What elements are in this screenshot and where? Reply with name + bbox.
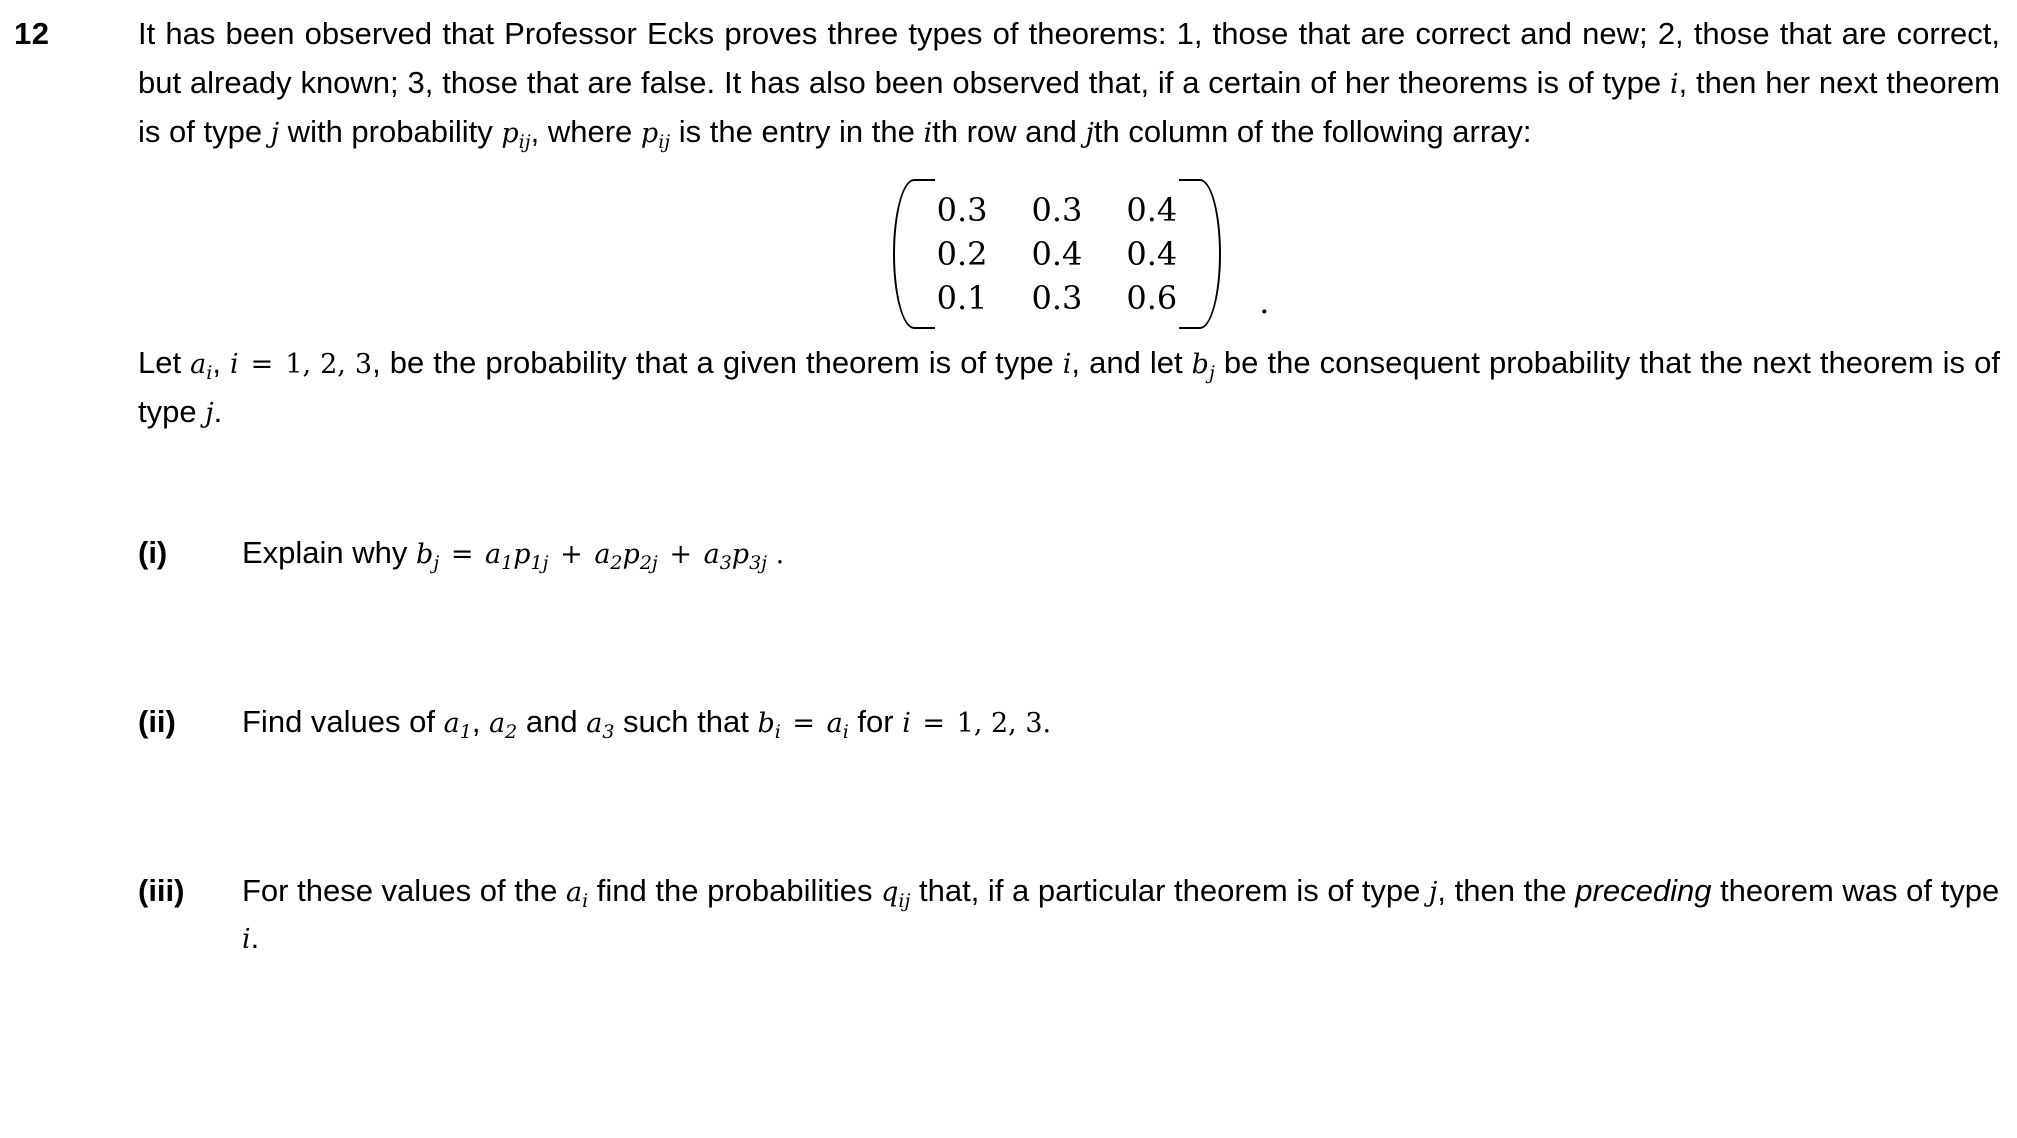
def-text-4: , and let (1071, 344, 1192, 380)
intro-text-7: th column of the following array: (1093, 113, 1532, 149)
symbol-i-2: i (923, 117, 933, 149)
matrix-row (915, 188, 1200, 232)
symbol-p-2-sub: ij (658, 131, 671, 154)
symbol-equals-1: = (241, 348, 283, 380)
matrix-row (915, 232, 1200, 276)
def-text-5: be the consequent probability that the next theorem is of type (138, 344, 2000, 429)
matrix-cell: 0.4 (1031, 234, 1083, 273)
def-text-2: , (212, 344, 231, 380)
symbol-a3-ii: a (586, 707, 603, 739)
symbol-a-i: a (826, 707, 843, 739)
symbol-p-2: p (640, 117, 659, 149)
def-text-1: Let (138, 344, 191, 380)
symbol-a-iii: a (565, 877, 583, 909)
symbol-p2j-sub: 2j (639, 551, 658, 574)
part-iii (138, 867, 2000, 961)
symbol-a1-ii: a (443, 707, 460, 739)
spacer (138, 437, 2000, 529)
part-ii-end: . (1042, 707, 1052, 739)
symbol-equals-4: = (913, 707, 954, 739)
symbol-equals-3: = (783, 707, 824, 739)
symbol-i-5: i (902, 707, 911, 739)
symbol-a3-ii-sub: 3 (602, 721, 615, 744)
definition-paragraph (138, 339, 2000, 437)
part-ii-label: (ii) (138, 703, 176, 739)
matrix-cell: 0.6 (1126, 278, 1178, 317)
symbol-a: a (190, 348, 207, 380)
emphasis-preceding: preceding (1575, 873, 1712, 909)
spacer (138, 837, 2000, 867)
matrix-right-paren (1199, 179, 1225, 329)
part-ii-for: for (848, 703, 903, 739)
symbol-b-i-sub: i (774, 721, 781, 744)
symbol-i-3: i (230, 348, 239, 380)
part-ii-comma: , (471, 703, 490, 739)
intro-text-2: , then her next theorem is of type (138, 64, 2000, 149)
symbol-i-6: i (242, 924, 251, 956)
part-iii-text (242, 867, 2000, 961)
symbol-b-sub: j (1208, 361, 1215, 384)
part-iii-mid-1: find the probabilities (588, 873, 882, 909)
symbol-q: q (881, 877, 899, 909)
part-i-label: (i) (138, 534, 168, 570)
part-i-text (242, 529, 2000, 576)
symbol-a2: a (594, 538, 611, 570)
symbol-b-j-sub: j (433, 551, 440, 574)
part-i-lead: Explain why (242, 534, 417, 570)
intro-text-5: is the entry in the (670, 113, 924, 149)
symbol-plus-1: + (551, 538, 592, 570)
part-iii-mid-2: that, if a particular theorem is of type (910, 873, 1430, 909)
matrix-cell: 0.2 (936, 234, 988, 273)
spacer (138, 745, 2000, 837)
spacer (138, 668, 2000, 698)
symbol-p3j-sub: 3j (749, 551, 768, 574)
index-values-1: 1, 2, 3 (285, 348, 373, 380)
symbol-a2-ii-sub: 2 (505, 721, 518, 744)
symbol-p1j-sub: 1j (530, 551, 549, 574)
matrix-row (915, 276, 1200, 320)
symbol-a-iii-sub: i (582, 890, 589, 913)
matrix-cell: 0.3 (1031, 278, 1083, 317)
part-iii-mid-4: theorem was of type (1711, 873, 2000, 909)
matrix-inner (889, 179, 1270, 329)
part-ii-text (242, 698, 2000, 745)
symbol-p1j: p (513, 538, 531, 570)
symbol-a1-sub: 1 (501, 551, 514, 574)
symbol-j-4: j (1429, 877, 1438, 909)
symbol-q-sub: ij (898, 890, 911, 913)
symbol-a3-sub: 3 (719, 551, 732, 574)
index-values-2: 1, 2, 3 (956, 707, 1043, 739)
symbol-a2-sub: 2 (610, 551, 623, 574)
part-ii (138, 698, 2000, 745)
symbol-b-j: b (416, 538, 434, 570)
def-text-3: , be the probability that a given theorem is of type (372, 344, 1063, 380)
matrix-cell: 0.3 (936, 190, 988, 229)
question-intro-paragraph (138, 10, 2000, 157)
part-iii-mid-3: , then the (1437, 873, 1576, 909)
symbol-p-1: p (501, 117, 519, 149)
matrix-table (915, 188, 1200, 320)
symbol-j-1: j (270, 117, 280, 149)
symbol-a-i-sub: i (842, 721, 849, 744)
part-ii-mid: such that (614, 703, 758, 739)
question-body (138, 10, 2000, 961)
part-iii-lead: For these values of the (242, 873, 566, 909)
symbol-equals-2: = (442, 538, 483, 570)
def-text-6: . (213, 393, 223, 429)
symbol-a-sub: i (206, 361, 213, 384)
intro-text-1: It has been observed that Professor Ecks proves three types of theorems: 1, those that are correct and new; 2, those that are correct, but already known; 3, those that are false. It has also been observed that, if a certain of her theorems is of type (138, 16, 2000, 100)
symbol-b-i: b (757, 707, 775, 739)
matrix-cell: 0.3 (1031, 190, 1083, 229)
part-i (138, 529, 2000, 576)
symbol-a3: a (703, 538, 720, 570)
question-number: 12 (14, 16, 50, 51)
symbol-i-4: i (1062, 348, 1072, 380)
probability-matrix (138, 179, 2000, 329)
symbol-j-3: j (205, 397, 214, 429)
intro-text-6: th row and (932, 113, 1086, 149)
matrix-cell: 0.4 (1126, 234, 1178, 273)
part-iii-end: . (250, 920, 260, 956)
symbol-p2j: p (622, 538, 640, 570)
matrix-cell: 0.1 (936, 278, 988, 317)
symbol-a1: a (485, 538, 502, 570)
symbol-plus-2: + (660, 538, 701, 570)
spacer (138, 576, 2000, 668)
symbol-i-1: i (1669, 68, 1679, 100)
symbol-j-2: j (1085, 117, 1094, 149)
symbol-b: b (1191, 348, 1209, 380)
symbol-p3j: p (731, 538, 750, 570)
intro-text-4: , where (530, 113, 641, 149)
symbol-a2-ii: a (489, 707, 506, 739)
matrix-cell: 0.4 (1126, 190, 1178, 229)
part-ii-lead: Find values of (242, 703, 444, 739)
part-iii-label: (iii) (138, 873, 185, 909)
part-ii-and: and (517, 703, 587, 739)
matrix-trailing-period: . (1259, 282, 1270, 321)
matrix-left-paren (889, 179, 915, 329)
symbol-p-1-sub: ij (518, 131, 531, 154)
intro-text-3: with probability (279, 113, 502, 149)
part-i-end: . (767, 538, 785, 570)
symbol-a1-ii-sub: 1 (459, 721, 472, 744)
